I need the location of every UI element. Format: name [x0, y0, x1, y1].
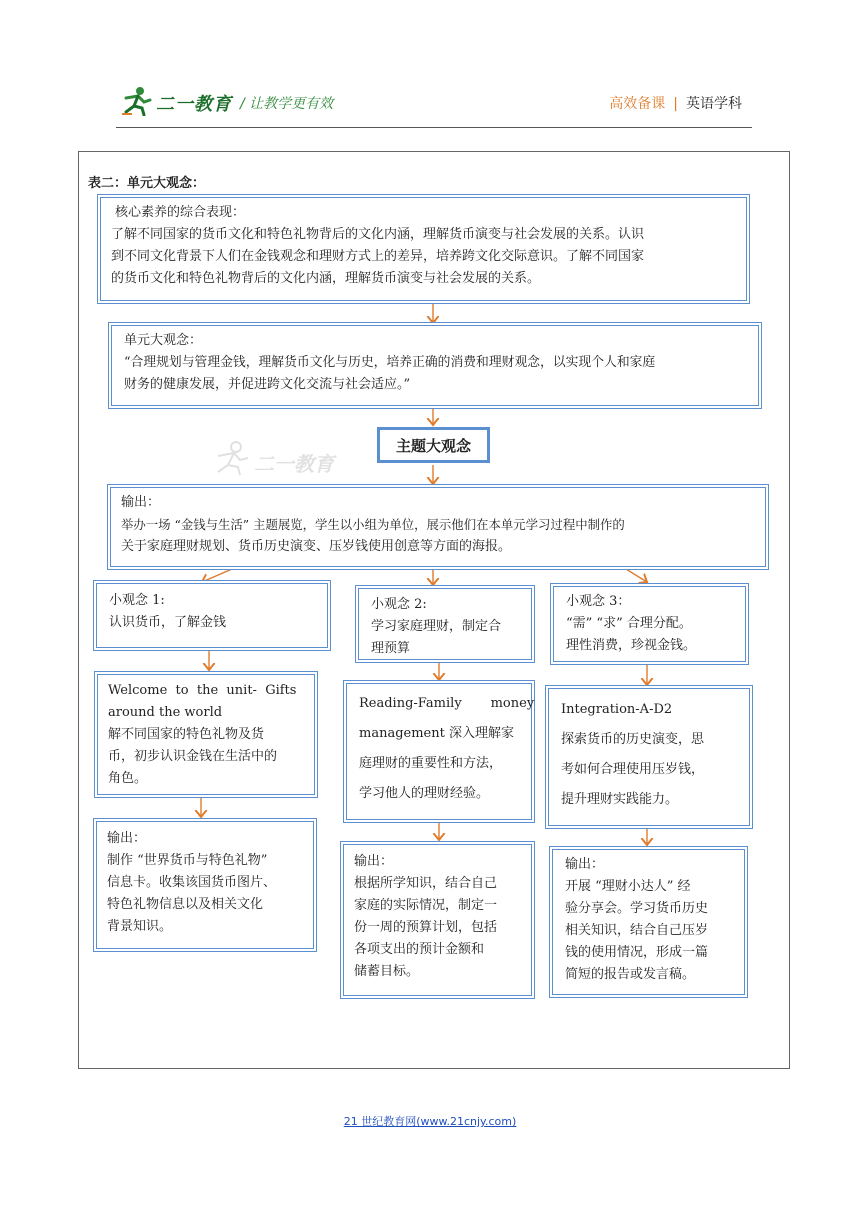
output-main-heading: 输出： — [121, 495, 161, 510]
core-line: 到不同文化背景下人们在金钱观念和理财方式上的差异，培养跨文化交际意识。了解不同国家 — [111, 249, 645, 264]
lesson-line: 币，初步认识金钱在生活中的 — [108, 749, 278, 764]
header-tag-subject: 英语学科 — [686, 96, 742, 112]
output-main-line: 关于家庭理财规划、货币历史演变、压岁钱使用创意等方面的海报。 — [121, 539, 512, 554]
output-2-box — [343, 844, 532, 996]
output-line: 开展 “理财小达人” 经 — [565, 879, 691, 894]
output-line: 背景知识。 — [107, 919, 173, 934]
unit-idea-heading: 单元大观念： — [124, 333, 203, 348]
core-competency-box — [100, 197, 747, 301]
output-main-line: 举办一场 “金钱与生活” 主题展览，学生以小组为单位，展示他们在本单元学习过程中制作的 — [121, 517, 625, 532]
footer-link[interactable]: 21 世纪教育网(www.21cnjy.com) — [343, 1115, 517, 1128]
header-separator: | — [673, 96, 678, 112]
concept-title: 小观念 2: — [371, 597, 427, 612]
unit-big-idea-box — [111, 325, 759, 406]
output-heading: 输出： — [107, 831, 147, 846]
table-title: 表二：单元大观念： — [88, 176, 206, 191]
lesson-1-box — [97, 674, 315, 795]
footer — [0, 1113, 860, 1129]
header-tag-prep: 高效备课 — [609, 96, 666, 112]
output-heading: 输出： — [565, 857, 605, 872]
output-line: 储蓄目标。 — [354, 964, 420, 979]
output-line: 制作 “世界货币与特色礼物” — [107, 853, 268, 868]
concept-text: 理性消费，珍视金钱。 — [566, 638, 697, 653]
small-concept-1-box — [96, 583, 328, 648]
watermark-runner-icon — [212, 440, 252, 476]
output-line: 简短的报告或发言稿。 — [565, 967, 696, 982]
lesson-line: Integration-A-D2 — [561, 702, 673, 717]
brand-logo-text: 二一教育 — [156, 94, 232, 115]
lesson-line: 探索货币的历史演变，思 — [561, 732, 705, 747]
lesson-line: 提升理财实践能力。 — [561, 792, 679, 807]
output-line: 份一周的预算计划，包括 — [354, 920, 498, 935]
lesson-line: 角色。 — [108, 771, 148, 786]
concept-text: 理预算 — [371, 641, 411, 656]
lesson-line: 学习他人的理财经验。 — [359, 786, 490, 801]
brand-slogan: / 让教学更有效 — [240, 96, 334, 112]
output-heading: 输出： — [354, 854, 394, 869]
output-line: 家庭的实际情况，制定一 — [354, 898, 498, 913]
output-line: 特色礼物信息以及相关文化 — [107, 897, 264, 912]
output-line: 验分享会。学习货币历史 — [565, 901, 709, 916]
output-1-box — [96, 821, 314, 949]
theme-big-idea-label: 主题大观念 — [377, 427, 490, 463]
output-line: 各项支出的预计金额和 — [354, 942, 485, 957]
watermark-text: 二一教育 — [254, 452, 334, 476]
concept-text: 学习家庭理财，制定合 — [371, 619, 502, 634]
concept-text: 认识货币，了解金钱 — [109, 615, 227, 630]
lesson-line: around the world — [108, 705, 223, 720]
lesson-line: management 深入理解家 — [359, 726, 514, 741]
concept-title: 小观念 1: — [109, 593, 165, 608]
arrow-output-to-concept-1 — [202, 569, 232, 582]
concept-text: “需” “求” 合理分配。 — [566, 616, 692, 631]
lesson-line: 庭理财的重要性和方法， — [359, 756, 503, 771]
lesson-2-box — [346, 683, 535, 820]
lesson-line: Welcome to the unit- Gifts — [108, 683, 297, 698]
unit-idea-line: 财务的健康发展，并促进跨文化交流与社会适应。” — [124, 377, 411, 392]
output-3-box — [552, 849, 745, 995]
lesson-line: Reading-Family money — [359, 696, 535, 711]
lesson-line: 解不同国家的特色礼物及货 — [108, 727, 265, 742]
output-main-box — [110, 487, 766, 567]
watermark — [212, 440, 352, 480]
core-line: 的货币文化和特色礼物背后的文化内涵，理解货币演变与社会发展的关系。 — [111, 271, 541, 286]
output-line: 钱的使用情况，形成一篇 — [565, 945, 709, 960]
lesson-line: 考如何合理使用压岁钱， — [561, 762, 705, 777]
core-heading: 核心素养的综合表现： — [115, 205, 246, 220]
lesson-3-box — [548, 688, 750, 826]
core-line: 了解不同国家的货币文化和特色礼物背后的文化内涵，理解货币演变与社会发展的关系。认识 — [111, 227, 645, 242]
concept-title: 小观念 3： — [566, 594, 631, 609]
arrow-output-to-concept-3 — [626, 569, 647, 582]
small-concept-2-box — [358, 588, 532, 660]
output-line: 信息卡。收集该国货币图片、 — [107, 875, 277, 890]
output-line: 相关知识，结合自己压岁 — [565, 923, 709, 938]
small-concept-3-box — [553, 586, 746, 662]
output-line: 根据所学知识，结合自己 — [354, 876, 498, 891]
unit-idea-line: “合理规划与管理金钱，理解货币文化与历史，培养正确的消费和理财观念，以实现个人和家庭 — [124, 355, 656, 370]
